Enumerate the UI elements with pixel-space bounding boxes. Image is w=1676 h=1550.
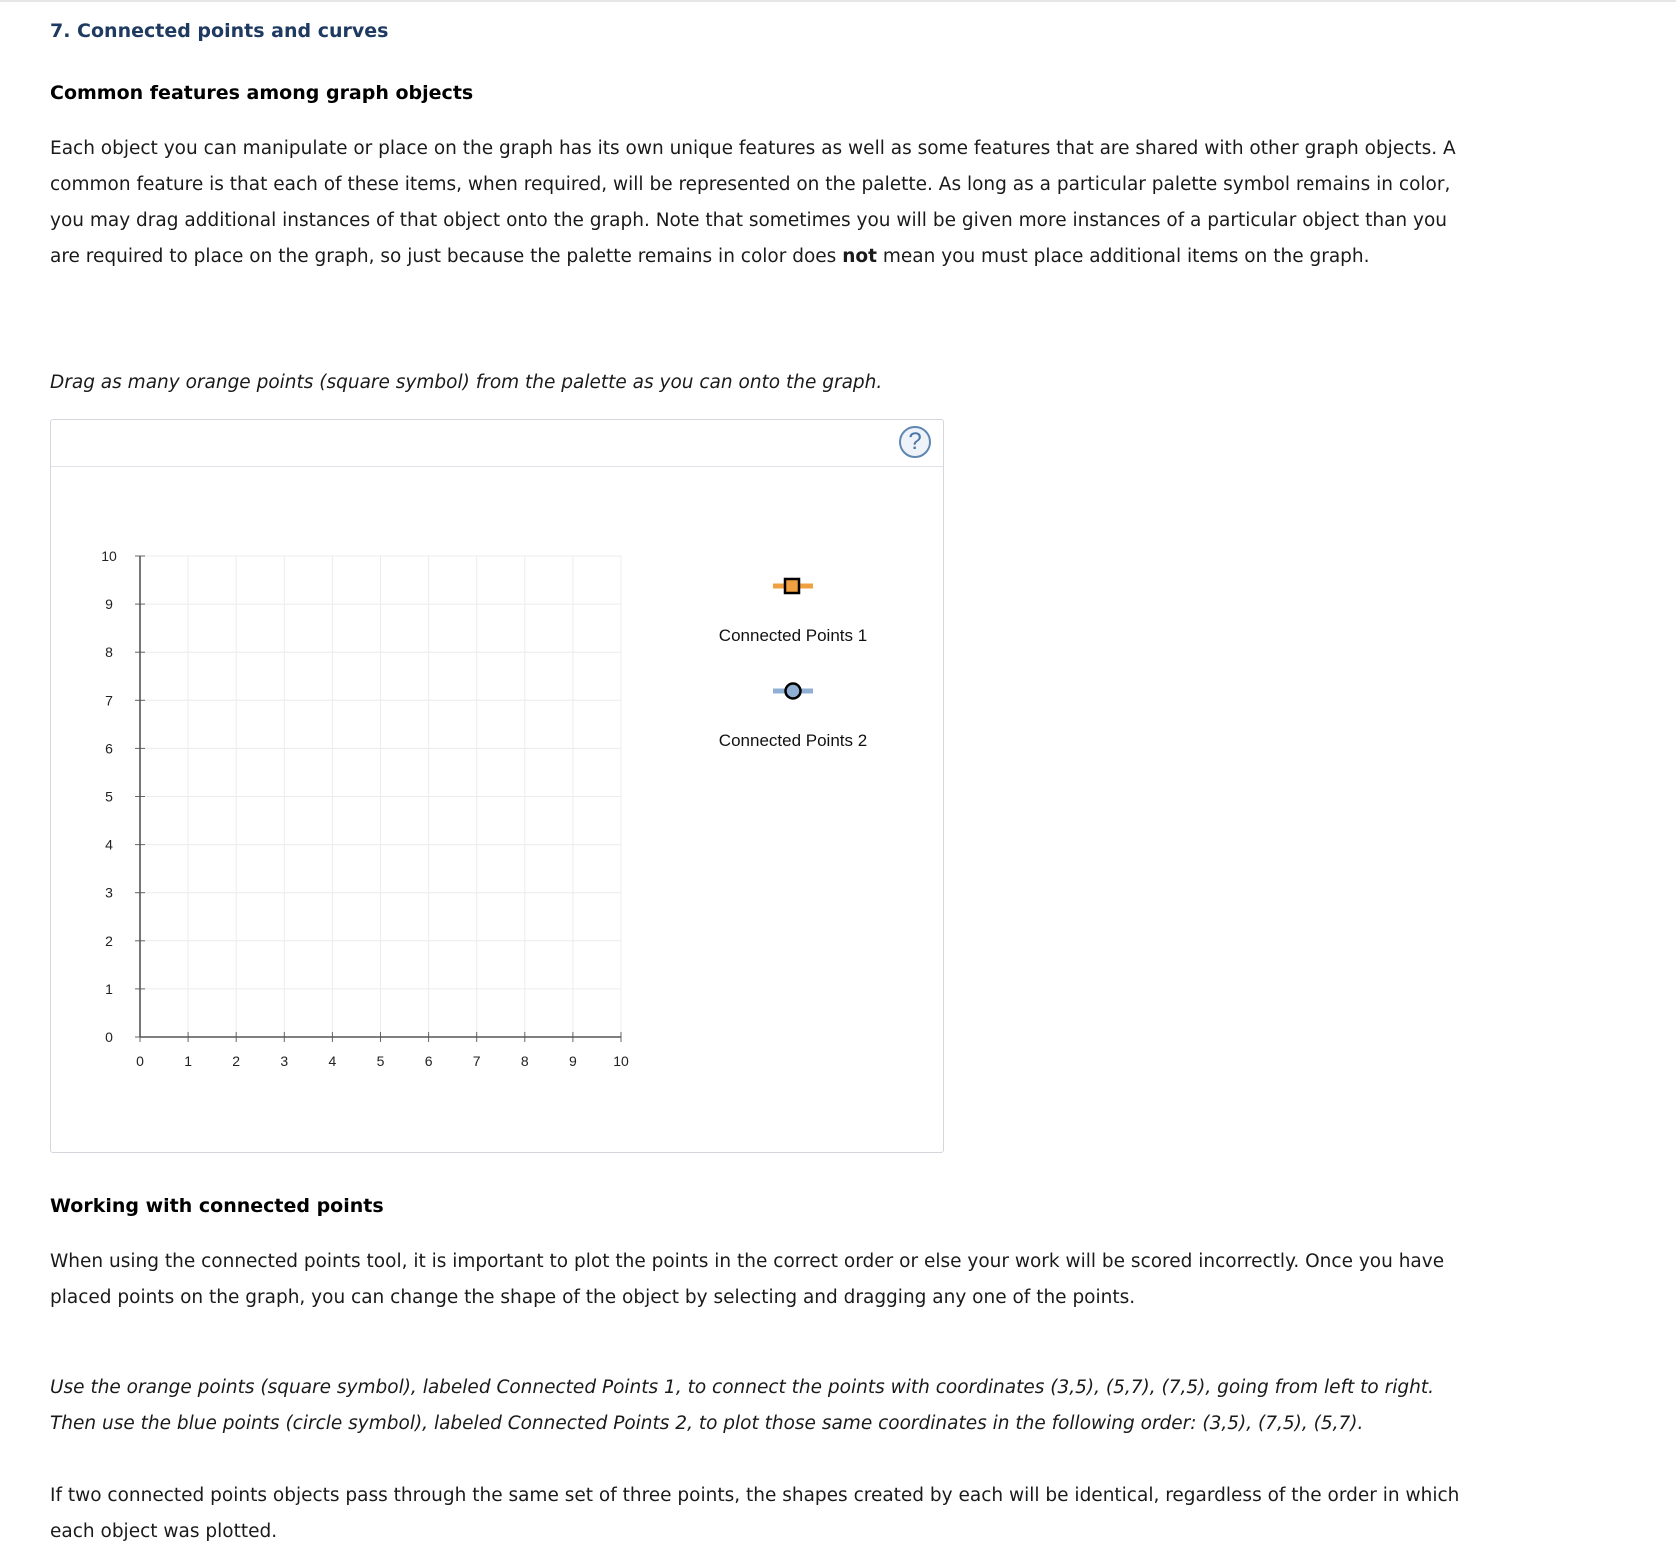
x-tick-label: 6 [424,1053,433,1069]
working-heading: Working with connected points [50,1195,384,1217]
y-tick-label: 4 [105,836,113,853]
y-tick-label: 6 [105,740,113,757]
x-tick-label: 10 [613,1053,629,1069]
x-tick-label: 0 [136,1053,144,1069]
graph-plot-area[interactable] [140,556,621,1037]
top-divider [0,0,1676,2]
x-tick-label: 7 [472,1053,481,1069]
palette-connected-points-1[interactable] [719,579,867,645]
palette-connected-points-2[interactable] [719,684,867,751]
common-features-paragraph [50,131,1470,275]
x-tick-label: 2 [232,1053,241,1069]
common-features-heading: Common features among graph objects [50,82,474,104]
x-tick-label: 4 [328,1053,337,1069]
y-tick-label: 3 [105,884,113,901]
instruction-drag-points: Drag as many orange points (square symbol) from the palette as you can onto the graph. [50,372,883,393]
common-features-text-2: mean you must place additional items on the graph. [882,246,1370,267]
palette [719,579,867,750]
section-title: 7. Connected points and curves [50,20,389,42]
y-tick-label: 9 [105,596,113,613]
emphasis-not: not [842,246,877,267]
y-tick-label: 0 [105,1029,113,1045]
question-mark-icon: ? [908,428,922,455]
y-tick-label: 10 [101,548,117,564]
circle-point-icon [786,684,801,699]
y-tick-label: 5 [105,788,113,805]
x-tick-label: 3 [280,1053,289,1069]
y-tick-label: 7 [105,692,113,709]
graph-widget [50,419,944,1153]
x-tick-label: 1 [184,1053,192,1069]
square-point-icon [785,579,799,593]
closing-paragraph: If two connected points objects pass through the same set of three points, the shapes created by each will be identical, regardless of the order in which each object was plotted. [50,1485,1460,1542]
working-paragraph: When using the connected points tool, it is important to plot the points in the correct order or else your work will be scored incorrectly. Once you have placed points on the graph, you can change the shape of the object by selecting and dragging any one of the points. [50,1251,1445,1308]
palette-label-2: Connected Points 2 [718,731,868,750]
y-tick-label: 1 [105,980,113,997]
y-tick-label: 8 [105,644,113,661]
palette-label-1: Connected Points 1 [718,626,868,645]
common-features-text-1: Each object you can manipulate or place on the graph has its own unique features as well as some features that are shared with other graph objects. A common feature is that each of these items, when required, will be represented on the palette. As long as a particular palette symbol remains in color, you may drag additional instances of that object onto the graph. Note that sometimes you will be given more instances of a particular object than you are required to place on the graph, so just because the palette remains in color does [50,138,1456,267]
graph-svg [51,420,943,1152]
x-tick-label: 5 [376,1053,385,1069]
instruction-connect-points: Use the orange points (square symbol), labeled Connected Points 1, to connect the points with coordinates (3,5), (5,7), (7,5), going from left to right. Then use the blue points (circle symbol), labeled Connected Points 2, to plot those same coordinates in the following order: (3,5), (7,5), (5,7). [50,1377,1434,1434]
y-tick-label: 2 [105,932,113,949]
x-tick-label: 8 [520,1053,529,1069]
x-tick-label: 9 [569,1053,577,1069]
